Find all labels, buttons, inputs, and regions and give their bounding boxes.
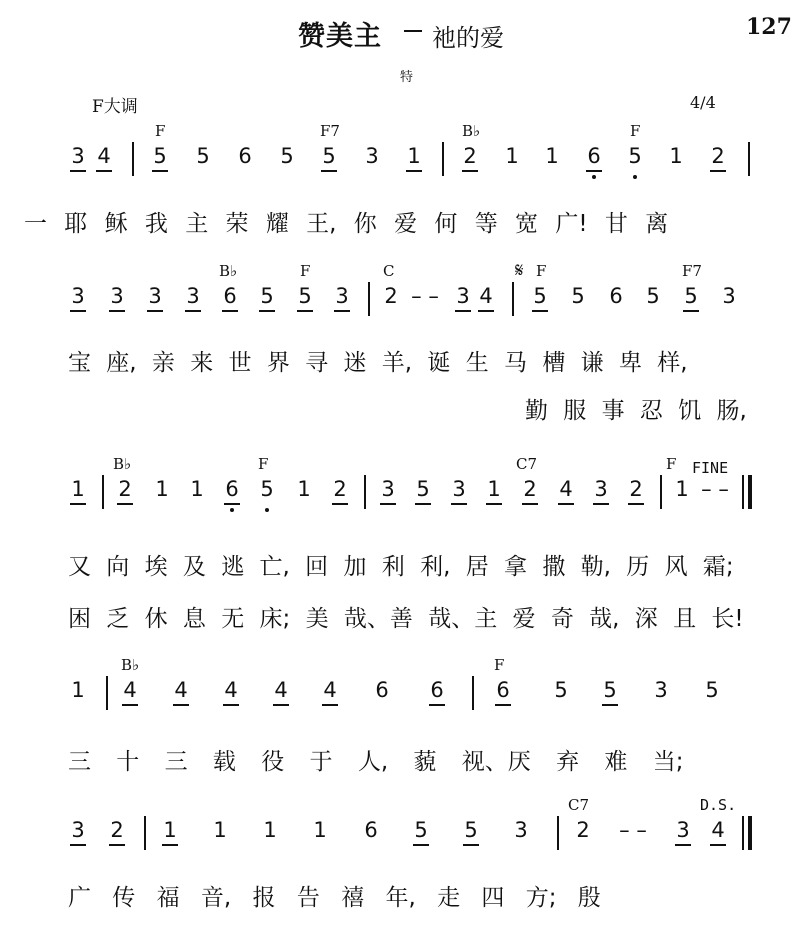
title-separator (404, 30, 422, 32)
note: 4 (318, 678, 342, 702)
note: 5 (679, 284, 703, 308)
note: 1 (158, 818, 182, 842)
lyric-line (0, 879, 803, 913)
page-number: 127 (746, 14, 792, 40)
note: 1 (263, 818, 277, 842)
chord: F7 (682, 262, 702, 280)
chord: F7 (320, 122, 340, 140)
bar-line (102, 475, 104, 509)
note: 4 (269, 678, 293, 702)
lyric-line (0, 600, 803, 634)
note: 5 (255, 284, 279, 308)
note: 4 (169, 678, 193, 702)
note: 2 (518, 477, 542, 501)
chord: F (666, 455, 677, 473)
bar-line (472, 676, 474, 710)
lyric-text: 又 向 埃 及 逃 亡, 回 加 利 利, 居 拿 撒 勒, 历 风 霜; (68, 554, 734, 580)
note: 5 (528, 284, 552, 308)
note: 5 (293, 284, 317, 308)
note: 1 (313, 818, 327, 842)
note: 3 (365, 144, 379, 168)
chord: F (494, 656, 505, 674)
note: 1 (675, 477, 689, 501)
note: 3 (447, 477, 471, 501)
bar-line (660, 475, 662, 509)
note: 5 (411, 477, 435, 501)
note: 2 (328, 477, 352, 501)
note: 6 (218, 284, 242, 308)
lyric-line (0, 548, 803, 582)
staff-row-3 (0, 455, 803, 525)
note: 5 (554, 678, 568, 702)
chord: B♭ (219, 262, 238, 280)
final-bar-line (742, 475, 744, 509)
small-note: 特 (400, 70, 414, 85)
chord: C7 (516, 455, 538, 473)
note: 4 (706, 818, 730, 842)
note: 3 (105, 284, 129, 308)
note: 3 (66, 818, 90, 842)
key-signature: F大调 (92, 97, 138, 117)
bar-line (748, 142, 750, 176)
note: 3 (671, 818, 695, 842)
note: 1 (213, 818, 227, 842)
chord: F (536, 262, 547, 280)
note: 2 (105, 818, 129, 842)
song-title: 赞美主 (298, 21, 382, 52)
note: 5 (196, 144, 210, 168)
note: – – (411, 284, 439, 308)
bar-line (144, 816, 146, 850)
fine-label: FINE (692, 459, 729, 477)
bar-line (106, 676, 108, 710)
segno-sign: 𝄋 (515, 258, 524, 282)
chord: F (155, 122, 166, 140)
lyric-line (0, 392, 803, 426)
lyric-line (0, 205, 803, 239)
bar-line (364, 475, 366, 509)
repeat-bar-line (742, 816, 744, 850)
staff-row-2 (0, 258, 803, 332)
note: 2 (706, 144, 730, 168)
note: 1 (297, 477, 311, 501)
ds-label: D.S. (700, 796, 737, 814)
chord: B♭ (462, 122, 481, 140)
note: 6 (220, 477, 244, 501)
note: 5 (623, 144, 647, 168)
note: 5 (598, 678, 622, 702)
note: 5 (148, 144, 172, 168)
note: 1 (545, 144, 559, 168)
note: 6 (425, 678, 449, 702)
note: 1 (71, 678, 85, 702)
bar-line (512, 282, 514, 316)
lyric-line (0, 344, 803, 378)
lyric-text: 三 十 三 载 役 于 人, 藐 视、厌 弃 难 当; (68, 749, 684, 775)
note: 3 (589, 477, 613, 501)
bar-line (442, 142, 444, 176)
chord: F (630, 122, 641, 140)
note: 2 (624, 477, 648, 501)
note: 6 (364, 818, 378, 842)
note: 2 (576, 818, 590, 842)
note: 3 (143, 284, 167, 308)
lyric-line (0, 743, 803, 777)
note: 4 (92, 144, 116, 168)
lyric-text: 困 乏 休 息 无 床; 美 哉、善 哉、主 爱 奇 哉, 深 且 长! (68, 606, 744, 632)
note: 6 (238, 144, 252, 168)
note: 1 (482, 477, 506, 501)
note: 5 (409, 818, 433, 842)
note: 6 (491, 678, 515, 702)
chord: C7 (568, 796, 590, 814)
note: 2 (458, 144, 482, 168)
note: 2 (384, 284, 398, 308)
note: 1 (190, 477, 204, 501)
note: 4 (118, 678, 142, 702)
chord: F (258, 455, 269, 473)
note: 2 (113, 477, 137, 501)
staff-row-5 (0, 796, 803, 866)
note: 5 (255, 477, 279, 501)
note: 5 (459, 818, 483, 842)
note: 5 (317, 144, 341, 168)
note: 6 (609, 284, 623, 308)
note: 1 (505, 144, 519, 168)
song-subtitle: 祂的爱 (432, 24, 504, 52)
lyric-text: 广 传 福 音, 报 告 禧 年, 走 四 方; 殷 (68, 885, 601, 911)
note: 3 (451, 284, 475, 308)
note: 3 (654, 678, 668, 702)
note: 1 (402, 144, 426, 168)
note: 6 (375, 678, 389, 702)
lyric-text: 一 耶 稣 我 主 荣 耀 王, 你 爱 何 等 宽 广! 甘 离 (24, 211, 669, 237)
note: 3 (66, 284, 90, 308)
note: 1 (66, 477, 90, 501)
note: 3 (181, 284, 205, 308)
note: 4 (554, 477, 578, 501)
note: 5 (280, 144, 294, 168)
staff-row-4 (0, 656, 803, 726)
note: 3 (330, 284, 354, 308)
note: 1 (155, 477, 169, 501)
chord: F (300, 262, 311, 280)
lyric-text: 宝 座, 亲 来 世 界 寻 迷 羊, 诞 生 马 槽 谦 卑 样, (68, 350, 688, 376)
note: 3 (722, 284, 736, 308)
time-signature: 4/4 (690, 93, 716, 112)
chord: B♭ (113, 455, 132, 473)
note: – – (701, 477, 729, 501)
chord: B♭ (121, 656, 140, 674)
note: 6 (582, 144, 606, 168)
lyric-text: 勤 服 事 忍 饥 肠, (525, 398, 747, 424)
note: 3 (514, 818, 528, 842)
bar-line (132, 142, 134, 176)
staff-row-1 (0, 122, 803, 192)
note: 5 (705, 678, 719, 702)
note: – – (619, 818, 647, 842)
chord: C (383, 262, 395, 280)
note: 5 (571, 284, 585, 308)
note: 3 (66, 144, 90, 168)
bar-line (557, 816, 559, 850)
note: 1 (669, 144, 683, 168)
note: 3 (376, 477, 400, 501)
bar-line (368, 282, 370, 316)
note: 4 (219, 678, 243, 702)
note: 5 (646, 284, 660, 308)
note: 4 (474, 284, 498, 308)
